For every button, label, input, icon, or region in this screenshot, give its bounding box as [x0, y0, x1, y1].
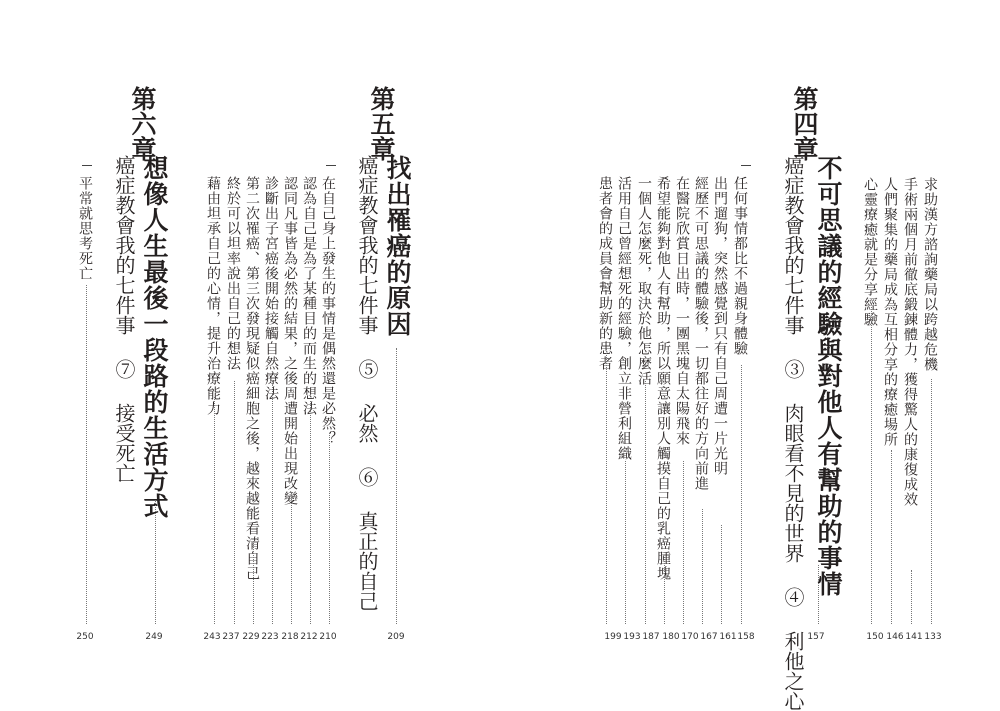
section-rule — [741, 165, 751, 166]
page-number: 141 — [905, 632, 923, 642]
toc-section-entry[interactable]: 活用自己曾經想死的經驗，創立非營利組織 — [616, 176, 632, 461]
toc-section-entry[interactable]: 第二次罹癌、第三次發現疑似癌細胞之後，越來越能看清自己 — [244, 176, 260, 581]
page-number: 187 — [642, 632, 660, 642]
toc-section-entry[interactable]: 認為自己是為了某種目的而生的想法 — [301, 176, 317, 416]
leader-dots — [329, 433, 330, 624]
page-number: 146 — [886, 632, 904, 642]
toc-section-entry[interactable]: 患者會的成員會幫助新的患者 — [597, 176, 613, 371]
page-number: 161 — [719, 632, 737, 642]
toc-section-entry[interactable]: 希望能夠對他人有幫助，所以願意讓別人觸摸自己的乳癌腫塊 — [655, 176, 671, 581]
chapter-5-label: 第五章 — [367, 86, 396, 161]
toc-section-entry[interactable]: 經歷不可思議的體驗後，一切都往好的方向前進 — [693, 176, 709, 491]
page-number: 158 — [737, 632, 755, 642]
toc-section-entry[interactable]: 出門遛狗，突然感覺到只有自己周遭一片光明 — [712, 176, 728, 476]
toc-section-entry[interactable]: 平常就思考死亡 — [77, 176, 93, 281]
leader-dots — [253, 541, 254, 624]
chapter-4-subtitle: 癌症教會我的七件事 ③ 肉眼看不見的世界 ④ 利他之心 — [781, 155, 805, 711]
toc-section-entry[interactable]: 在醫院欣賞日出時，一團黑塊自太陽飛來 — [674, 176, 690, 446]
chapter-6-label: 第六章 — [128, 86, 157, 161]
leader-dots — [310, 401, 311, 624]
page-number: 180 — [662, 632, 680, 642]
section-rule — [326, 165, 336, 166]
page-number: 193 — [623, 632, 641, 642]
page-number: 223 — [261, 632, 279, 642]
page-number: 199 — [604, 632, 622, 642]
chapter-6-title[interactable]: 想像人生最後一段路的生活方式 — [140, 155, 169, 519]
toc-section-entry[interactable]: 手術兩個月前徹底鍛鍊體力，獲得驚人的康復成效 — [902, 177, 918, 507]
leader-dots — [234, 381, 235, 624]
chapter-4-title[interactable]: 不可思議的經驗與對他人有幫助的事情 — [814, 155, 843, 597]
page-number: 212 — [300, 632, 318, 642]
toc-section-entry[interactable]: 認同凡事皆為必然的結果，之後周遭開始出現改變 — [282, 176, 298, 506]
page-number: 167 — [700, 632, 718, 642]
page-number: 150 — [866, 632, 884, 642]
page-number: 243 — [203, 632, 221, 642]
leader-dots — [871, 307, 872, 624]
page-number: 209 — [387, 632, 405, 642]
chapter-5-subtitle: 癌症教會我的七件事 ⑤ 必然 ⑥ 真正的自己 — [355, 155, 379, 611]
leader-dots — [931, 379, 932, 624]
leader-dots — [721, 525, 722, 624]
leader-dots — [645, 381, 646, 624]
page-number: 133 — [924, 632, 942, 642]
page-number: 157 — [807, 632, 825, 642]
leader-dots — [606, 349, 607, 624]
page-number: 170 — [681, 632, 699, 642]
leader-dots — [214, 397, 215, 624]
chapter-5-title[interactable]: 找出罹癌的原因 — [383, 155, 412, 337]
leader-dots — [911, 570, 912, 624]
page-number: 229 — [242, 632, 260, 642]
leader-dots — [702, 509, 703, 624]
page-number: 237 — [222, 632, 240, 642]
leader-dots — [155, 500, 156, 624]
leader-dots — [625, 461, 626, 624]
page-number: 210 — [319, 632, 337, 642]
leader-dots — [272, 381, 273, 624]
leader-dots — [891, 450, 892, 624]
leader-dots — [291, 493, 292, 624]
toc-section-entry[interactable]: 藉由坦承自己的心情，提升治療能力 — [205, 176, 221, 416]
leader-dots — [396, 348, 397, 624]
chapter-6-subtitle: 癌症教會我的七件事 ⑦ 接受死亡 — [112, 155, 136, 483]
leader-dots — [741, 365, 742, 624]
toc-section-entry[interactable]: 人們聚集的藥局成為互相分享的療癒場所 — [882, 177, 898, 447]
leader-dots — [683, 461, 684, 624]
toc-section-entry[interactable]: 一個人怎麼死，取決於他怎麼活 — [636, 176, 652, 386]
toc-section-entry[interactable]: 任何事情都比不過親身體驗 — [732, 176, 748, 356]
toc-section-entry[interactable]: 求助漢方諮詢藥局以跨越危機 — [922, 177, 938, 372]
page-number: 218 — [281, 632, 299, 642]
leader-dots — [86, 285, 87, 624]
page-number: 249 — [145, 632, 163, 642]
toc-section-entry[interactable]: 終於可以坦率說出自己的想法 — [225, 176, 241, 371]
leader-dots — [818, 565, 819, 624]
section-rule — [82, 165, 92, 166]
chapter-4-label: 第四章 — [790, 86, 819, 161]
toc-section-entry[interactable]: 心靈療癒就是分享經驗 — [862, 177, 878, 327]
leader-dots — [664, 557, 665, 624]
toc-section-entry[interactable]: 診斷出子宮癌後開始接觸自然療法 — [263, 176, 279, 401]
toc-section-entry[interactable]: 在自己身上發生的事情是偶然還是必然？ — [320, 176, 336, 446]
page-number: 250 — [76, 632, 94, 642]
